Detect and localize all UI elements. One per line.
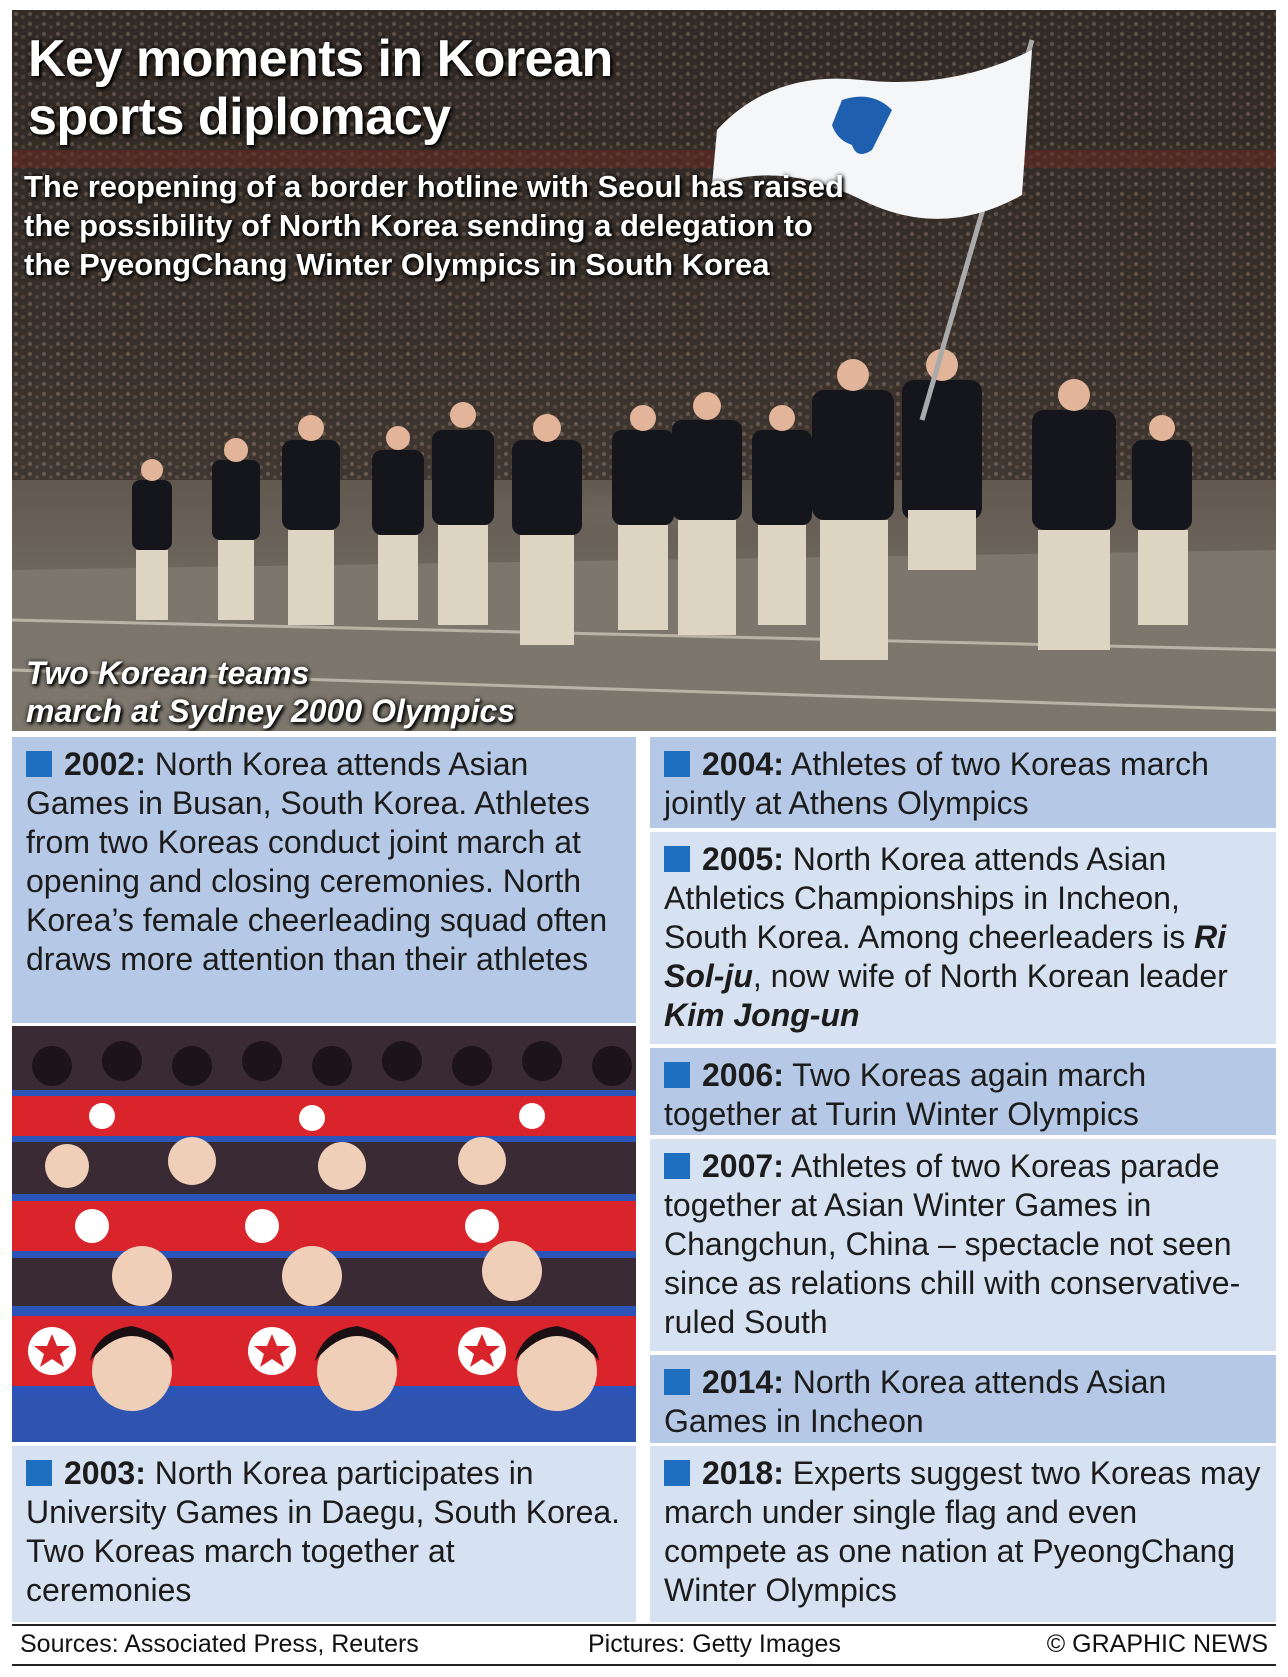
event-text: North Korea attends Asian Games in Busan, South Korea. Athletes from two Koreas conduct joint march at opening and closing ceremonies. North Korea’s female cheerleading squad often draws more attention than their athletes	[26, 746, 608, 977]
bullet-square-icon	[664, 751, 690, 777]
event-2006	[650, 1048, 1276, 1135]
event-2007	[650, 1139, 1276, 1351]
footer	[12, 1626, 1276, 1662]
event-year: 2002:	[64, 746, 146, 782]
event-2018	[650, 1446, 1276, 1622]
event-2005	[650, 832, 1276, 1044]
event-year: 2018:	[702, 1455, 784, 1491]
cheerleaders-illustration	[12, 1026, 636, 1442]
caption-line-2: march at Sydney 2000 Olympics	[26, 693, 516, 729]
bullet-square-icon	[664, 846, 690, 872]
person-name-ri-sol-ju: Ri Sol-ju	[664, 919, 1227, 994]
event-text: North Korea attends Asian Games in Incheon	[664, 1364, 1167, 1439]
hero-photo-caption	[26, 654, 626, 730]
pictures-credit: Pictures: Getty Images	[588, 1630, 841, 1658]
bullet-square-icon	[664, 1062, 690, 1088]
copyright-credit: © GRAPHIC NEWS	[1046, 1630, 1268, 1658]
event-2004	[650, 737, 1276, 828]
event-text: Experts suggest two Koreas may march under single flag and even compete as one nation at PyeongChang Winter Olympics	[664, 1455, 1261, 1608]
bullet-square-icon	[664, 1153, 690, 1179]
bullet-square-icon	[664, 1369, 690, 1395]
bullet-square-icon	[664, 1460, 690, 1486]
bullet-square-icon	[26, 1460, 52, 1486]
event-text-b: , now wife of North Korean leader	[752, 958, 1228, 994]
page-subtitle: The reopening of a border hotline with Seoul has raised the possibility of North Korea sending a delegation to the PyeongChang Winter Olympics in South Korea	[24, 169, 844, 282]
event-year: 2014:	[702, 1364, 784, 1400]
hero-photo	[12, 10, 1276, 731]
event-year: 2004:	[702, 746, 784, 782]
event-2003	[12, 1446, 636, 1622]
event-2014	[650, 1355, 1276, 1443]
event-2002	[12, 737, 636, 1023]
page-title: Key moments in Korean sports diplomacy	[28, 30, 613, 146]
sources-credit: Sources: Associated Press, Reuters	[20, 1630, 419, 1658]
cheerleaders-photo	[12, 1026, 636, 1442]
caption-line-1: Two Korean teams	[26, 655, 310, 691]
event-year: 2006:	[702, 1057, 784, 1093]
bullet-square-icon	[26, 751, 52, 777]
footer-bottom-rule	[12, 1664, 1276, 1666]
event-text: Athletes of two Koreas parade together at Asian Winter Games in Changchun, China – spectacle not seen since as relations chill with conservative-ruled South	[664, 1148, 1241, 1340]
event-text-a: North Korea attends Asian Athletics Championships in Incheon, South Korea. Among cheerleaders is	[664, 841, 1186, 955]
event-text: Two Koreas again march together at Turin Winter Olympics	[664, 1057, 1147, 1132]
event-year: 2007:	[702, 1148, 784, 1184]
event-year: 2005:	[702, 841, 784, 877]
person-name-kim-jong-un: Kim Jong-un	[664, 997, 860, 1033]
event-text: Athletes of two Koreas march jointly at Athens Olympics	[664, 746, 1209, 821]
event-text: North Korea participates in University Games in Daegu, South Korea. Two Koreas march together at ceremonies	[26, 1455, 621, 1608]
event-year: 2003:	[64, 1455, 146, 1491]
